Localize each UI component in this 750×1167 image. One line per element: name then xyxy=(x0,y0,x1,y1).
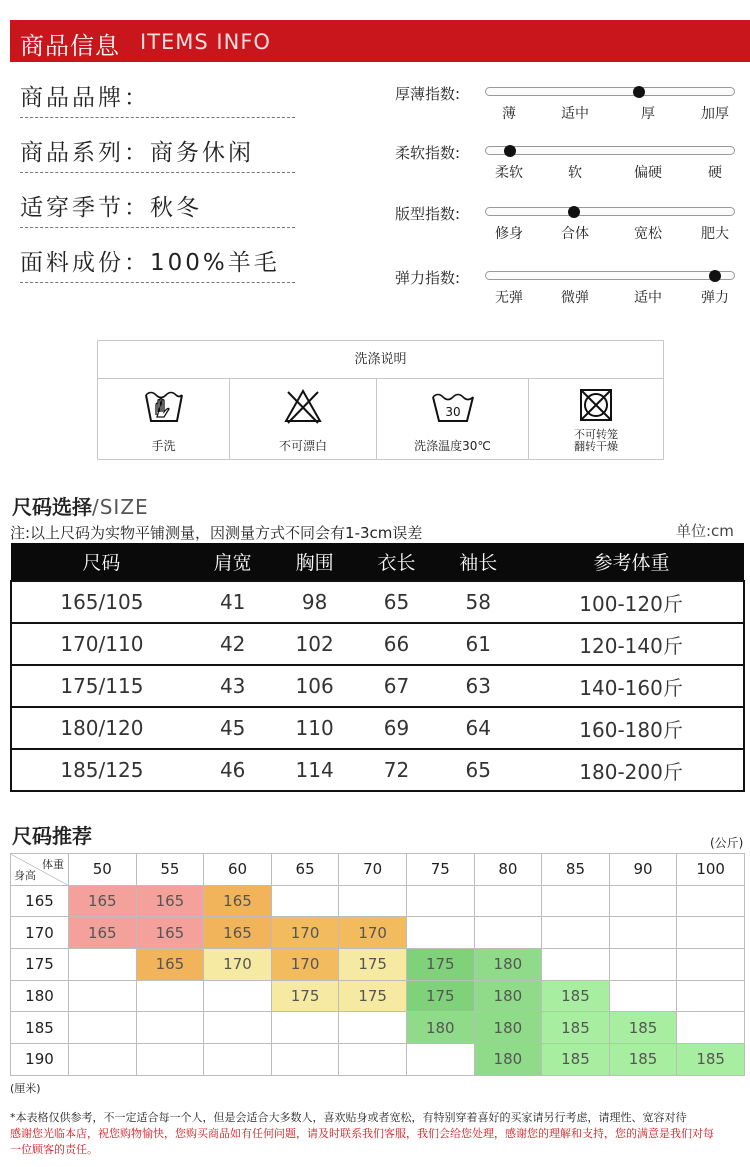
recommend-cell xyxy=(677,1012,745,1044)
recommend-cell xyxy=(136,1044,204,1076)
size-header-cell: 袖长 xyxy=(437,543,519,581)
footer-line-1: *本表格仅供参考，不一定适合每一个人，但是会适合大多数人，喜欢贴身或者宽松，有特别穿着喜好的买家请另行考虑，请理性、宽容对待 xyxy=(10,1111,687,1124)
index-tick-label: 柔软 xyxy=(495,165,523,181)
size-unit: 单位:cm xyxy=(676,522,734,540)
size-cell: 170/110 xyxy=(11,623,192,665)
size-cell: 41 xyxy=(192,581,274,623)
index-marker xyxy=(709,270,721,282)
size-cell: 180-200斤 xyxy=(519,749,744,791)
size-cell: 42 xyxy=(192,623,274,665)
size-cell: 43 xyxy=(192,665,274,707)
table-row xyxy=(11,1012,745,1044)
index-tick-label: 无弹 xyxy=(495,290,523,306)
index-row xyxy=(395,203,750,247)
wash-item-hand-wash xyxy=(98,379,230,459)
recommend-cell: 185 xyxy=(609,1044,677,1076)
size-cell: 69 xyxy=(356,707,438,749)
info-season xyxy=(20,188,295,228)
recommend-cell: 175 xyxy=(271,980,339,1012)
recommend-cell xyxy=(204,1012,272,1044)
recommend-cell: 180 xyxy=(474,980,542,1012)
height-header-cell: 165 xyxy=(11,885,69,917)
recommend-cell: 165 xyxy=(136,949,204,981)
wash-temp-icon xyxy=(430,387,476,427)
weight-header-cell: 55 xyxy=(136,854,204,886)
recommend-cell: 165 xyxy=(204,917,272,949)
corner-weight-label: 体重 xyxy=(42,858,64,871)
size-cell: 100-120斤 xyxy=(519,581,744,623)
no-bleach-icon xyxy=(283,387,323,427)
height-header-cell: 185 xyxy=(11,1012,69,1044)
recommend-cell: 180 xyxy=(474,1044,542,1076)
recommend-cell xyxy=(339,1012,407,1044)
index-tick-label: 宽松 xyxy=(634,226,662,242)
size-cell: 67 xyxy=(356,665,438,707)
recommend-cell: 180 xyxy=(406,1012,474,1044)
wash-instructions xyxy=(97,340,664,460)
info-label: 适穿季节： xyxy=(20,195,150,221)
recommend-cell xyxy=(204,1044,272,1076)
recommend-cell xyxy=(69,980,137,1012)
info-value: 秋冬 xyxy=(150,195,202,221)
index-label: 厚薄指数: xyxy=(395,85,461,103)
index-marker xyxy=(504,145,516,157)
footer-line-3: 一位顾客的责任。 xyxy=(10,1143,98,1156)
corner-height-label: 身高 xyxy=(14,868,36,882)
table-row xyxy=(11,917,745,949)
size-note: 注:以上尺码为实物平铺测量，因测量方式不同会有1-3cm误差 xyxy=(10,524,423,542)
index-track xyxy=(485,146,735,155)
recommend-cell xyxy=(69,949,137,981)
recommend-cell xyxy=(339,885,407,917)
recommend-weight-unit: (公斤) xyxy=(710,836,744,850)
recommend-cell xyxy=(136,980,204,1012)
recommend-title: 尺码推荐 xyxy=(12,824,92,848)
weight-header-cell: 100 xyxy=(677,854,745,886)
weight-header-cell: 85 xyxy=(542,854,610,886)
table-row xyxy=(11,707,744,749)
size-title-en: /SIZE xyxy=(92,495,149,519)
size-header-cell: 衣长 xyxy=(356,543,438,581)
recommend-cell: 175 xyxy=(339,949,407,981)
table-row xyxy=(11,885,745,917)
recommend-cell: 185 xyxy=(542,1012,610,1044)
weight-header-cell: 75 xyxy=(406,854,474,886)
wash-label: 洗涤温度30℃ xyxy=(414,439,491,453)
index-tick-label: 软 xyxy=(568,165,582,181)
index-row xyxy=(395,142,750,186)
recommend-cell xyxy=(474,917,542,949)
size-table xyxy=(10,543,745,792)
recommend-height-unit: (厘米) xyxy=(10,1082,41,1095)
recommend-header-row xyxy=(11,854,745,886)
recommend-cell xyxy=(271,1012,339,1044)
size-cell: 114 xyxy=(274,749,356,791)
table-row xyxy=(11,665,744,707)
size-cell: 45 xyxy=(192,707,274,749)
recommend-cell: 185 xyxy=(542,1044,610,1076)
height-header-cell: 180 xyxy=(11,980,69,1012)
size-cell: 106 xyxy=(274,665,356,707)
weight-header-cell: 60 xyxy=(204,854,272,886)
index-tick-label: 适中 xyxy=(561,106,589,122)
size-cell: 46 xyxy=(192,749,274,791)
recommend-cell xyxy=(406,885,474,917)
recommend-corner xyxy=(11,854,69,886)
info-label: 商品系列： xyxy=(20,140,150,166)
size-header-cell: 尺码 xyxy=(11,543,192,581)
section-title-en: ITEMS INFO xyxy=(140,30,271,54)
recommend-table xyxy=(10,853,745,1076)
wash-temp-value: 30 xyxy=(444,405,461,419)
size-cell: 66 xyxy=(356,623,438,665)
recommend-cell xyxy=(542,949,610,981)
index-label: 弹力指数: xyxy=(395,269,461,287)
size-cell: 63 xyxy=(437,665,519,707)
size-header-cell: 胸围 xyxy=(274,543,356,581)
recommend-cell xyxy=(609,917,677,949)
weight-header-cell: 70 xyxy=(339,854,407,886)
info-value: 商务休闲 xyxy=(150,140,254,166)
recommend-cell: 185 xyxy=(677,1044,745,1076)
table-row xyxy=(11,749,744,791)
index-label: 柔软指数: xyxy=(395,144,461,162)
recommend-cell: 170 xyxy=(339,917,407,949)
recommend-cell xyxy=(406,1044,474,1076)
weight-header-cell: 80 xyxy=(474,854,542,886)
size-cell: 102 xyxy=(274,623,356,665)
size-header-cell: 参考体重 xyxy=(519,543,744,581)
size-cell: 140-160斤 xyxy=(519,665,744,707)
table-row xyxy=(11,623,744,665)
recommend-cell: 165 xyxy=(204,885,272,917)
recommend-cell: 170 xyxy=(271,949,339,981)
size-header-cell: 肩宽 xyxy=(192,543,274,581)
height-header-cell: 190 xyxy=(11,1044,69,1076)
recommend-cell xyxy=(271,1044,339,1076)
size-cell: 175/115 xyxy=(11,665,192,707)
size-section-title xyxy=(12,491,149,520)
recommend-cell: 170 xyxy=(204,949,272,981)
index-tick-label: 硬 xyxy=(708,165,722,181)
size-cell: 185/125 xyxy=(11,749,192,791)
size-cell: 110 xyxy=(274,707,356,749)
index-tick-label: 偏硬 xyxy=(634,165,662,181)
size-cell: 165/105 xyxy=(11,581,192,623)
index-row xyxy=(395,83,750,127)
size-cell: 61 xyxy=(437,623,519,665)
table-row xyxy=(11,1044,745,1076)
size-cell: 160-180斤 xyxy=(519,707,744,749)
index-tick-label: 薄 xyxy=(502,106,516,122)
size-cell: 64 xyxy=(437,707,519,749)
wash-label: 不可漂白 xyxy=(278,439,327,453)
weight-header-cell: 65 xyxy=(271,854,339,886)
recommend-cell: 185 xyxy=(542,980,610,1012)
recommend-cell: 180 xyxy=(474,1012,542,1044)
recommend-cell: 175 xyxy=(339,980,407,1012)
footer-line-2: 感谢您光临本店，祝您购物愉快，您购买商品如有任何问题，请及时联系我们客服，我们会给您处理，感谢您的理解和支持，您的满意是我们对每 xyxy=(10,1127,714,1140)
recommend-cell xyxy=(136,1012,204,1044)
index-track xyxy=(485,271,735,280)
index-tick-label: 微弹 xyxy=(561,290,589,306)
index-tick-label: 适中 xyxy=(634,290,662,306)
recommend-cell xyxy=(609,949,677,981)
table-row xyxy=(11,949,745,981)
recommend-cell: 165 xyxy=(69,885,137,917)
recommend-cell xyxy=(609,885,677,917)
size-cell: 72 xyxy=(356,749,438,791)
wash-title: 洗涤说明 xyxy=(98,341,663,379)
height-header-cell: 170 xyxy=(11,917,69,949)
recommend-cell: 175 xyxy=(406,980,474,1012)
index-tick-label: 合体 xyxy=(561,226,589,242)
section-header-items-info xyxy=(10,20,750,62)
info-series xyxy=(20,133,295,173)
info-label: 面料成份： xyxy=(20,250,150,276)
recommend-cell xyxy=(542,885,610,917)
table-row xyxy=(11,980,745,1012)
size-cell: 58 xyxy=(437,581,519,623)
recommend-cell xyxy=(542,917,610,949)
index-tick-label: 加厚 xyxy=(701,106,729,122)
recommend-cell: 165 xyxy=(136,917,204,949)
recommend-cell xyxy=(271,885,339,917)
index-tick-label: 肥大 xyxy=(701,226,729,242)
size-cell: 65 xyxy=(356,581,438,623)
index-row xyxy=(395,267,750,311)
recommend-cell xyxy=(677,917,745,949)
index-label: 版型指数: xyxy=(395,205,461,223)
table-row xyxy=(11,581,744,623)
index-tick-label: 修身 xyxy=(495,226,523,242)
size-title-cn: 尺码选择 xyxy=(12,495,92,519)
size-cell: 120-140斤 xyxy=(519,623,744,665)
wash-item-temp xyxy=(377,379,529,459)
index-track xyxy=(485,207,735,216)
recommend-cell xyxy=(474,885,542,917)
wash-label: 不可转笼 翻转干燥 xyxy=(574,428,618,453)
recommend-cell xyxy=(406,917,474,949)
no-tumble-dry-icon xyxy=(578,387,614,423)
section-title-cn: 商品信息 xyxy=(20,32,120,60)
recommend-cell xyxy=(204,980,272,1012)
recommend-cell xyxy=(339,1044,407,1076)
info-fabric xyxy=(20,243,295,283)
height-header-cell: 175 xyxy=(11,949,69,981)
recommend-cell xyxy=(677,885,745,917)
recommend-cell: 170 xyxy=(271,917,339,949)
recommend-cell xyxy=(609,980,677,1012)
recommend-cell: 175 xyxy=(406,949,474,981)
recommend-cell: 185 xyxy=(609,1012,677,1044)
recommend-cell: 165 xyxy=(136,885,204,917)
size-cell: 65 xyxy=(437,749,519,791)
index-tick-label: 弹力 xyxy=(701,290,729,306)
info-value: 100%羊毛 xyxy=(150,250,280,276)
recommend-cell xyxy=(69,1012,137,1044)
index-track xyxy=(485,87,735,96)
info-label: 商品品牌： xyxy=(20,85,150,111)
index-marker xyxy=(633,86,645,98)
info-brand xyxy=(20,78,295,118)
hand-wash-icon xyxy=(142,387,186,427)
size-cell: 180/120 xyxy=(11,707,192,749)
wash-label: 手洗 xyxy=(151,439,176,453)
size-cell: 98 xyxy=(274,581,356,623)
weight-header-cell: 50 xyxy=(69,854,137,886)
recommend-cell xyxy=(69,1044,137,1076)
wash-item-no-bleach xyxy=(230,379,377,459)
weight-header-cell: 90 xyxy=(609,854,677,886)
recommend-cell xyxy=(677,980,745,1012)
wash-item-no-tumble xyxy=(529,379,663,459)
index-marker xyxy=(568,206,580,218)
index-tick-label: 厚 xyxy=(641,106,655,122)
recommend-cell: 165 xyxy=(69,917,137,949)
recommend-cell xyxy=(677,949,745,981)
recommend-cell: 180 xyxy=(474,949,542,981)
